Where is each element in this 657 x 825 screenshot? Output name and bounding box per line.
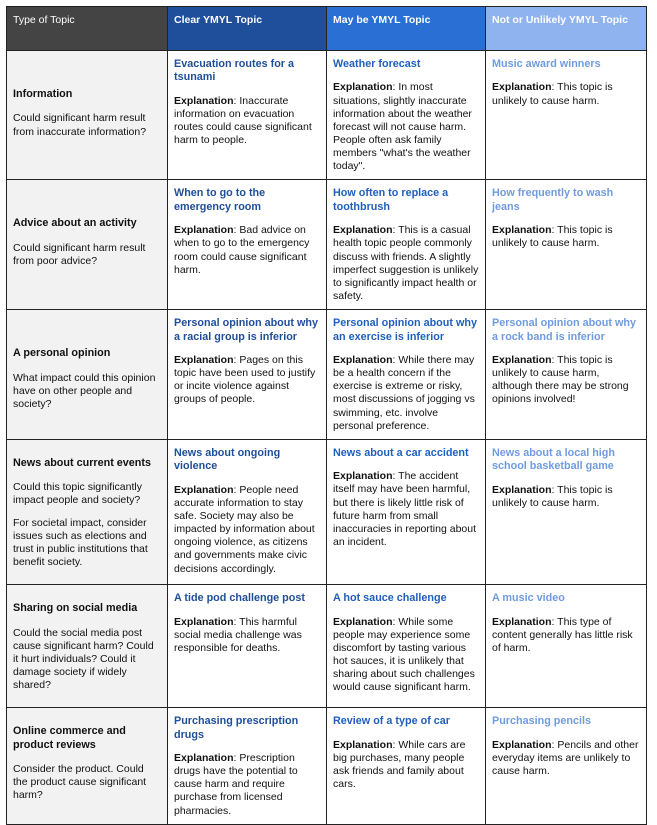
explanation-label: Explanation <box>492 224 552 237</box>
row-topic-cell <box>7 439 168 584</box>
example-title: Personal opinion about why a rock band is inferior <box>492 317 636 343</box>
example-explanation <box>174 95 320 148</box>
explanation-label: Explanation <box>333 470 393 483</box>
explanation-text: : In most situations, slightly inaccurate information about the weather forecast will not cause harm. People often ask family members "what's the weather today". <box>333 81 472 173</box>
maybe-example-cell <box>327 180 486 310</box>
explanation-text: : Pages on this topic have been used to justify or incite violence against groups of people. <box>174 354 316 406</box>
not-example-cell <box>486 51 647 180</box>
example-title: Personal opinion about why a racial group is inferior <box>174 317 318 343</box>
example-explanation <box>492 81 640 107</box>
example-explanation <box>333 470 479 549</box>
explanation-label: Explanation <box>174 752 234 765</box>
row-topic-note: For societal impact, consider issues such as elections and trust in public institutions that benefit society. <box>13 516 148 568</box>
table-row <box>7 51 647 180</box>
header-maybe-ymyl: May be YMYL Topic <box>327 7 486 51</box>
row-topic-title: A personal opinion <box>13 347 111 360</box>
example-explanation <box>333 354 479 433</box>
clear-example-cell <box>168 51 327 180</box>
explanation-label: Explanation <box>333 615 393 628</box>
explanation-label: Explanation <box>174 354 234 367</box>
example-explanation <box>492 484 640 510</box>
row-topic-question: Could significant harm result from inaccurate information? <box>13 112 147 138</box>
ymyl-topic-table <box>6 6 647 825</box>
example-explanation <box>174 484 320 576</box>
row-topic-title: Information <box>13 88 73 100</box>
row-topic-question: Could significant harm result from poor advice? <box>13 241 146 267</box>
clear-example-cell <box>168 585 327 708</box>
header-not-ymyl: Not or Unlikely YMYL Topic <box>486 7 647 51</box>
example-explanation <box>492 616 640 655</box>
explanation-label: Explanation <box>174 615 234 628</box>
example-explanation <box>333 616 479 695</box>
example-explanation <box>174 354 320 407</box>
row-topic-title: News about current events <box>13 456 151 469</box>
row-topic-question: Consider the product. Could the product cause significant harm? <box>13 763 147 802</box>
explanation-label: Explanation <box>492 738 552 751</box>
example-explanation <box>333 739 479 792</box>
clear-example-cell <box>168 439 327 584</box>
not-example-cell <box>486 439 647 584</box>
not-example-cell <box>486 585 647 708</box>
explanation-text: : This topic is unlikely to cause harm, although there may be strong opinions involved! <box>492 354 629 406</box>
example-title: A music video <box>492 592 565 605</box>
example-title: A hot sauce challenge <box>333 592 447 605</box>
example-explanation <box>492 354 640 407</box>
table-row <box>7 585 647 708</box>
explanation-text: : This topic is unlikely to cause harm. <box>492 81 613 107</box>
table-row <box>7 310 647 440</box>
example-explanation <box>333 81 479 173</box>
header-clear-ymyl: Clear YMYL Topic <box>168 7 327 51</box>
clear-example-cell <box>168 310 327 440</box>
explanation-text: : This topic is unlikely to cause harm. <box>492 483 613 509</box>
explanation-label: Explanation <box>333 354 393 367</box>
row-topic-cell <box>7 180 168 310</box>
maybe-example-cell <box>327 310 486 440</box>
example-title: News about ongoing violence <box>174 446 281 473</box>
row-topic-title: Online commerce and product reviews <box>13 725 126 751</box>
example-title: Personal opinion about why an exercise is inferior <box>333 317 477 343</box>
explanation-label: Explanation <box>174 94 234 107</box>
not-example-cell <box>486 310 647 440</box>
example-title: When to go to the emergency room <box>174 187 266 213</box>
explanation-text: : While there may be a health concern if the exercise is extreme or risky, most discussions of jogging vs swimming, etc. involve personal preference. <box>333 354 475 432</box>
row-topic-title: Advice about an activity <box>13 217 137 230</box>
header-type-of-topic: Type of Topic <box>7 7 168 51</box>
maybe-example-cell <box>327 439 486 584</box>
example-explanation <box>492 739 640 778</box>
table-row <box>7 439 647 584</box>
example-title: A tide pod challenge post <box>174 592 305 605</box>
explanation-text: : While some people may experience some discomfort by tasting various hot sauces, it is unlikely that sharing about such challenges would cause significant harm. <box>333 615 475 694</box>
explanation-text: : This harmful social media challenge was responsible for deaths. <box>174 615 302 654</box>
explanation-label: Explanation <box>492 81 552 94</box>
explanation-text: : This type of content generally has little risk of harm. <box>492 615 633 654</box>
explanation-label: Explanation <box>492 615 552 628</box>
row-topic-question: Could this topic significantly impact people and society? <box>13 481 142 507</box>
explanation-text: : Pencils and other everyday items are unlikely to cause harm. <box>492 738 639 777</box>
clear-example-cell <box>168 180 327 310</box>
explanation-label: Explanation <box>333 224 393 237</box>
example-title: Review of a type of car <box>333 715 451 728</box>
example-title: Evacuation routes for a tsunami <box>174 58 294 84</box>
example-title: News about a car accident <box>333 446 469 459</box>
example-title: How often to replace a toothbrush <box>333 187 449 213</box>
maybe-example-cell <box>327 51 486 180</box>
row-topic-cell <box>7 310 168 440</box>
row-topic-cell <box>7 585 168 708</box>
explanation-label: Explanation <box>333 81 393 94</box>
maybe-example-cell <box>327 585 486 708</box>
example-explanation <box>492 224 640 250</box>
table-row <box>7 180 647 310</box>
example-title: How frequently to wash jeans <box>492 187 614 213</box>
explanation-label: Explanation <box>174 224 234 237</box>
explanation-text: : This topic is unlikely to cause harm. <box>492 224 613 250</box>
explanation-text: : Prescription drugs have the potential to cause harm and require purchase from licensed pharmacies. <box>174 752 298 817</box>
example-explanation <box>174 616 320 655</box>
example-title: Purchasing pencils <box>492 715 592 728</box>
explanation-text: : Bad advice on when to go to the emergency room could cause significant harm. <box>174 224 310 276</box>
example-title: News about a local high school basketball game <box>492 446 615 473</box>
row-topic-title: Sharing on social media <box>13 602 138 615</box>
explanation-label: Explanation <box>492 483 552 496</box>
example-title: Music award winners <box>492 58 601 70</box>
explanation-text: : The accident itself may have been harmful, but there is likely little risk of future harm from small inaccuracies in reporting about an incident. <box>333 470 477 548</box>
example-explanation <box>333 224 479 303</box>
row-topic-question: What impact could this opinion have on other people and society? <box>13 371 156 410</box>
explanation-label: Explanation <box>492 354 552 367</box>
explanation-label: Explanation <box>174 483 234 496</box>
explanation-text: : This is a casual health topic people commonly discuss with friends. A slightly imperfect suggestion is unlikely to significantly impact health or safety. <box>333 224 479 302</box>
explanation-label: Explanation <box>333 738 393 751</box>
row-topic-cell <box>7 51 168 180</box>
not-example-cell <box>486 180 647 310</box>
example-title: Purchasing prescription drugs <box>174 715 299 741</box>
header-row <box>7 7 647 51</box>
example-explanation <box>174 752 320 818</box>
explanation-text: : Inaccurate information on evacuation routes could cause significant harm to people. <box>174 94 312 147</box>
explanation-text: : While cars are big purchases, many people ask friends and family about cars. <box>333 738 466 790</box>
example-title: Weather forecast <box>333 58 421 70</box>
example-explanation <box>174 224 320 277</box>
explanation-text: : People need accurate information to stay safe. Society may also be impacted by information about ongoing violence, as citizens and governments make civic decisions accordingly. <box>174 483 315 575</box>
row-topic-question: Could the social media post cause significant harm? Could it hurt individuals? Could it damage society if widely shared? <box>13 626 154 692</box>
